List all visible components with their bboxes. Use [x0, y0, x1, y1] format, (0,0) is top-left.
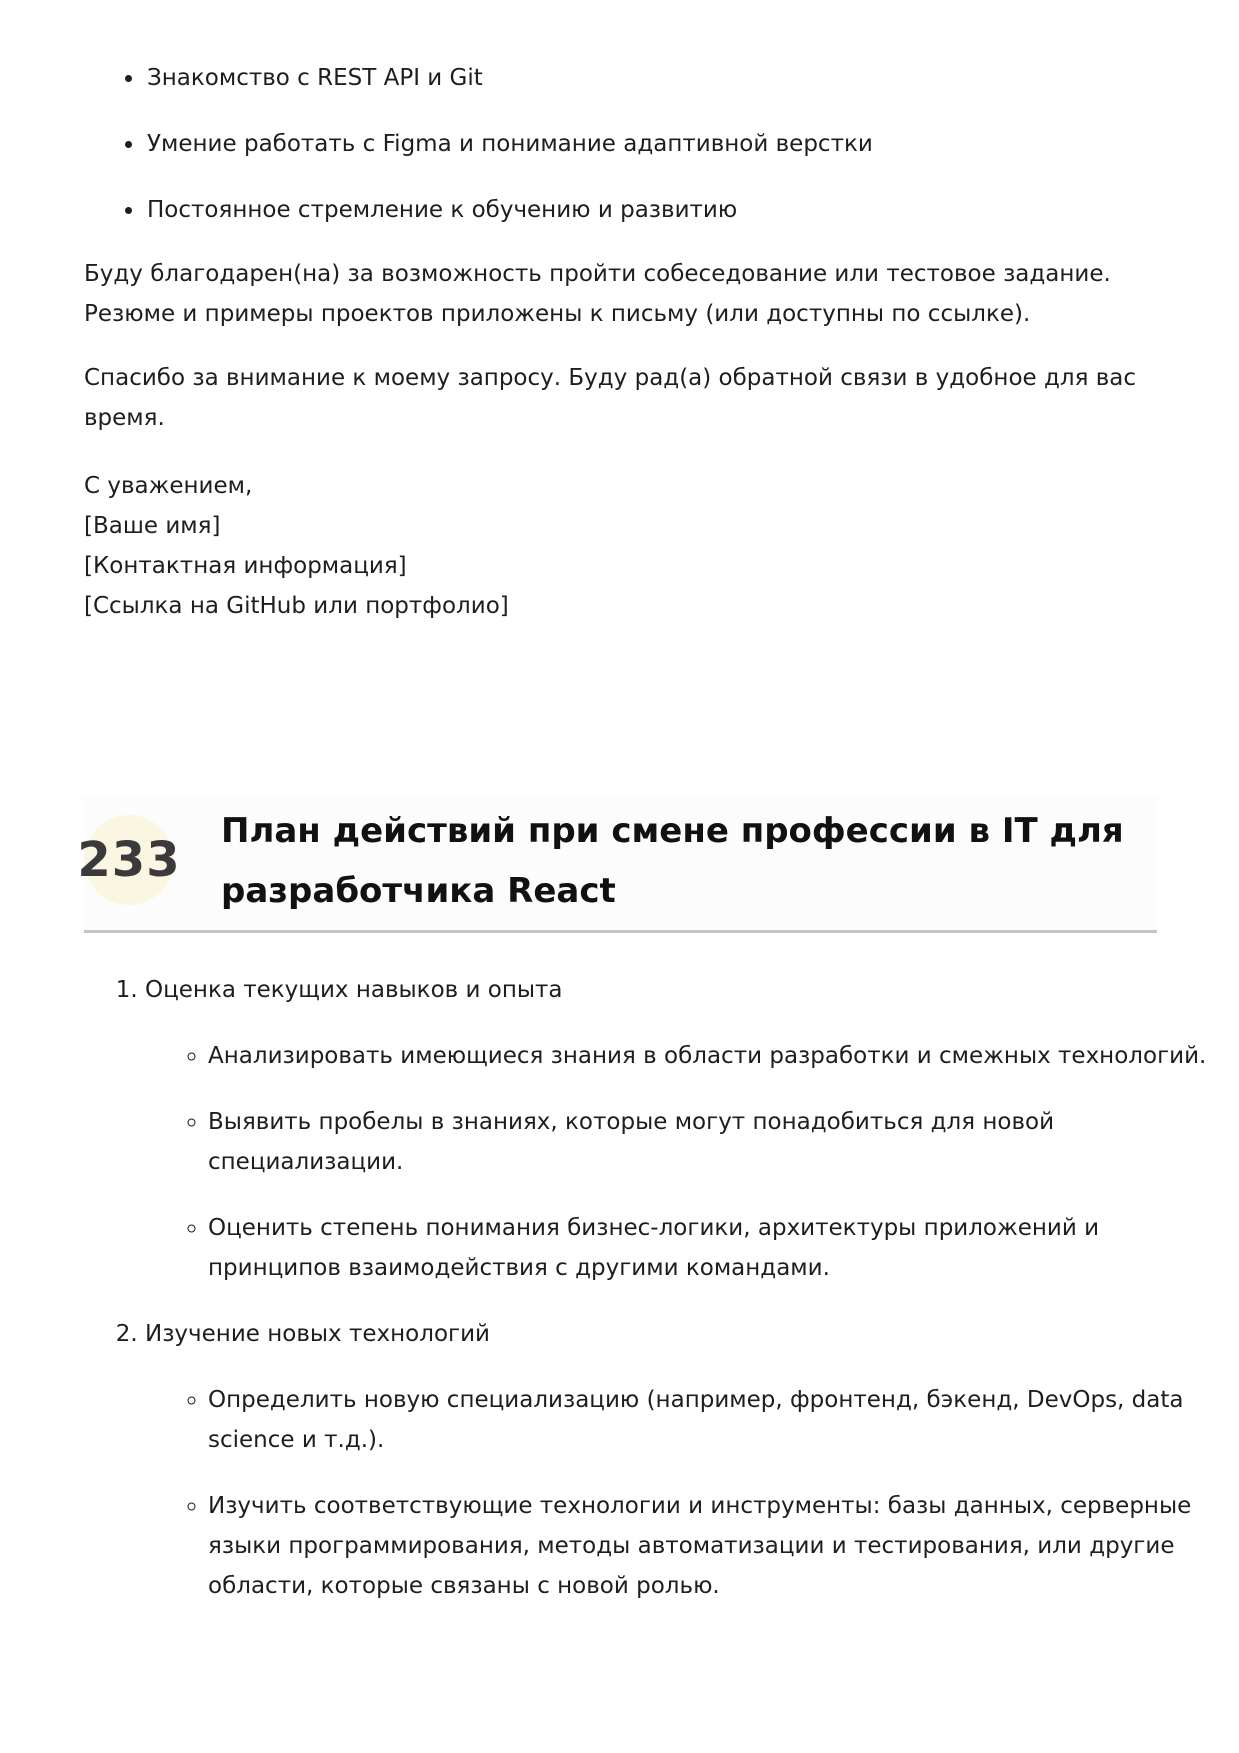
chapter-number: 233: [77, 832, 181, 888]
skills-bullet-item: • Постоянное стремление к обучению и развитию: [145, 190, 1205, 230]
plan-substep-list: [145, 1380, 1221, 1606]
skills-bullet-item: • Знакомство с REST API и Git: [145, 58, 1205, 98]
plan-substep-list: [145, 1036, 1221, 1288]
signature-contact: [Контактная информация]: [84, 553, 407, 579]
plan-substep: ◦ Изучить соответствующие технологии и инструменты: базы данных, серверные языки программирования, методы автоматизации и тестирования, или другие области, которые связаны с новой ролью.: [208, 1486, 1221, 1606]
chapter-header: [77, 797, 1157, 933]
plan-step: [145, 970, 1221, 1288]
chapter-number-badge: [77, 815, 181, 905]
skills-bullet-list: [84, 58, 1205, 230]
plan-substep: ◦ Определить новую специализацию (например, фронтенд, бэкенд, DevOps, data science и т.д.).: [208, 1380, 1221, 1460]
plan-substep: ◦ Выявить пробелы в знаниях, которые могут понадобиться для новой специализации.: [208, 1102, 1221, 1182]
skills-bullet-item: • Умение работать с Figma и понимание адаптивной верстки: [145, 124, 1205, 164]
signature-block: [84, 466, 1160, 626]
plan-substep: ◦ Оценить степень понимания бизнес-логики, архитектуры приложений и принципов взаимодействия с другими командами.: [208, 1208, 1221, 1288]
signature-closing: С уважением,: [84, 473, 253, 499]
plan-step: [145, 1314, 1221, 1606]
plan-numbered-list: [84, 970, 1221, 1632]
plan-step-title: Изучение новых технологий: [145, 1321, 490, 1347]
signature-link: [Ссылка на GitHub или портфолио]: [84, 593, 509, 619]
thanks-paragraph: Спасибо за внимание к моему запросу. Буду рад(а) обратной связи в удобное для вас время.: [84, 365, 1137, 431]
plan-step-title: Оценка текущих навыков и опыта: [145, 977, 563, 1003]
signature-name: [Ваше имя]: [84, 513, 221, 539]
interview-paragraph: Буду благодарен(на) за возможность пройти собеседование или тестовое задание. Резюме и примеры проектов приложены к письму (или доступны по ссылке).: [84, 261, 1111, 327]
chapter-title: План действий при смене профессии в IT для разработчика React: [221, 811, 1124, 911]
plan-substep: ◦ Анализировать имеющиеся знания в области разработки и смежных технологий.: [208, 1036, 1221, 1076]
